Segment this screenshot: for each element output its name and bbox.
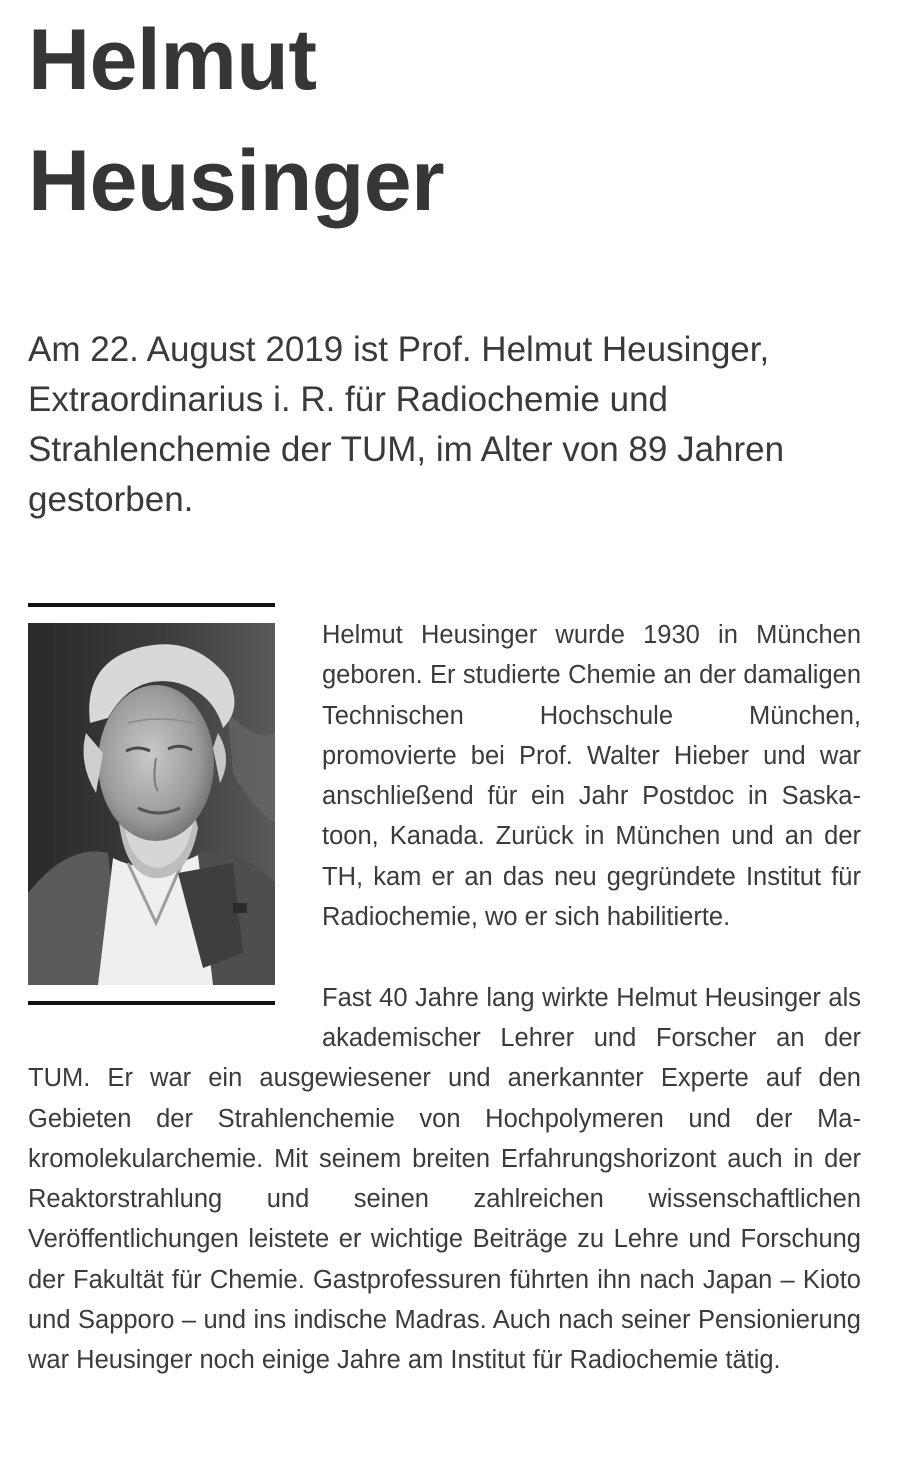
article-body <box>28 615 861 1381</box>
portrait-photo <box>28 623 275 985</box>
portrait-figure <box>28 615 275 1027</box>
body-paragraph-2: Fast 40 Jahre lang wirkte Helmut Heusinger als akademischer Lehrer und Forscher an der TUM. Er war ein ausgewiesener und anerkannter Experte auf den Gebieten der Strahlenchemie von Hochpolymeren und der Makromolekularchemie. Mit seinem breiten Erfahrungshorizont auch in der Reaktorstrahlung und seinen zahlreichen wissenschaftlichen Veröffentlichungen leistete er wichtige Beiträge zu Lehre und Forschung der Fakultät für Chemie. Gastprofessuren führten ihn nach Japan – Kioto und Sapporo – und ins indische Madras. Auch nach seiner Pensionierung war Heusinger noch einige Jahre am Institut für Radiochemie tätig. <box>28 983 861 1375</box>
title-last-name: Heusinger <box>28 133 445 229</box>
title-first-name: Helmut <box>28 12 317 108</box>
figure-bottom-rule <box>28 1001 275 1005</box>
article-title <box>28 0 444 242</box>
lead-paragraph: Am 22. August 2019 ist Prof. Helmut Heusinger, Extraordinarius i. R. für Radiochemie und Strahlenchemie der TUM, im Alter von 89 Jahren gestorben. <box>28 330 785 519</box>
figure-top-rule <box>28 603 275 607</box>
body-paragraph-1: Helmut Heusinger wurde 1930 in München geboren. Er studierte Chemie an der damaligen Technischen Hochschule München, promovierte bei Prof. Walter Hieber und war anschließend für ein Jahr Postdoc in Saskatoon, Kanada. Zurück in München und an der TH, kam er an das neu gegründete Institut für Radiochemie, wo er sich habilitierte. <box>322 621 861 932</box>
